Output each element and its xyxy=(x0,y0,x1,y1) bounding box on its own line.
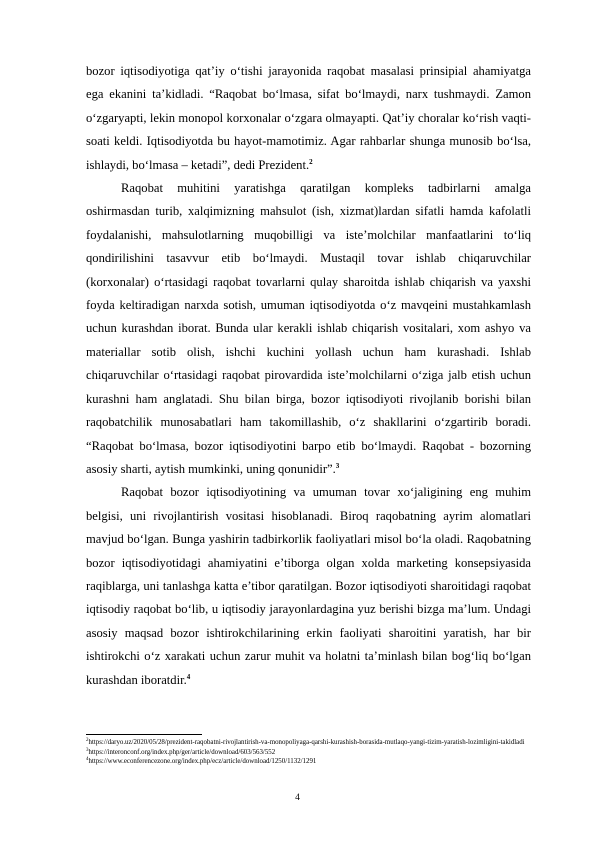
paragraph-1-text: bozor iqtisodiyotiga qat’iy o‘tishi jarayonida raqobat masalasi prinsipial ahamiyatga ega ekanini ta’kidladi. “Raqobat bo‘lmasa, sifat bo‘lmaydi, narx tushmaydi. Zamon o‘zgaryapti, lekin monopol korxonalar o‘zgara olmayapti. Qat’iy choralar ko‘rish vaqti-soati keldi. Iqtisodiyotda bu hayot-mamotimiz. Agar rahbarlar shunga munosib bo‘lsa, ishlaydi, bo‘lmasa – ketadi”, dedi Prezident. xyxy=(86,64,531,172)
footnote-separator xyxy=(86,734,202,735)
footnote-3-link[interactable]: https://interonconf.org/index.php/ger/article/download/603/563/552 xyxy=(88,748,276,756)
paragraph-2-text: Raqobat muhitini yaratishga qaratilgan kompleks tadbirlarni amalga oshirmasdan turib, xalqimizning mahsulot (ish, xizmat)lardan sifatli hamda kafolatli foydalanishi, mahsulotlarning muqobilligi va iste’molchilar manfaatlarini to‘liq qondirilishini tasavvur etib bo‘lmaydi. Mustaqil tovar ishlab chiqaruvchilar (korxonalar) o‘rtasidagi raqobat tovarlarni qulay sharoitda ishlab chiqarish va yaxshi foyda keltiradigan narxda sotish, umuman iqtisodiyotda o‘z mavqeini mustahkamlash uchun kurashdan iborat. Bunda ular kerakli ishlab chiqarish vositalari, xom ashyo va materiallar sotib olish, ishchi kuchini yollash uchun ham kurashadi. Ishlab chiqaruvchilar o‘rtasidagi raqobat pirovardida iste’molchilarni o‘ziga jalb etish uchun kurashni ham anglatadi. Shu bilan birga, bozor iqtisodiyoti rivojlanib borishi bilan raqobatchilik munosabatlari ham takomillashib, o‘z shakllarini o‘zgartirib boradi. “Raqobat bo‘lmasa, bozor iqtisodiyotini barpo etib bo‘lmaydi. Raqobat - bozorning asosiy sharti, aytish mumkinki, uning qonunidir”. xyxy=(86,181,531,476)
footnotes xyxy=(86,738,536,767)
footnote-4-link[interactable]: https://www.econferencezone.org/index.php/ecz/article/download/1250/1132/1291 xyxy=(88,758,317,766)
footnote-2 xyxy=(86,738,536,748)
page-number: 4 xyxy=(295,793,300,803)
document-body xyxy=(86,60,531,692)
paragraph-3-text: Raqobat bozor iqtisodiyotining va umuman tovar xo‘jaligining eng muhim belgisi, uni rivojlantirish vositasi hisoblanadi. Biroq raqobatning ayrim alomatlari mavjud bo‘lgan. Bunga yashirin tadbirkorlik faoliyatlari misol bo‘la oladi. Raqobatning bozor iqtisodiyotidagi ahamiyatini e’tiborga olgan xolda marketing konsepsiyasida raqiblarga, uni tanlashga katta e’tibor qaratilgan. Bozor iqtisodiyoti sharoitidagi raqobat iqtisodiy raqobat bo‘lib, u iqtisodiy jarayonlardagina yuz berishi bizga ma’lum. Undagi asosiy maqsad bozor ishtirokchilarining erkin faoliyati sharoitini yaratish, har bir ishtirokchi o‘z xarakati uchun zarur muhit va holatni ta’minlash bilan bog‘liq bo‘lgan kurashdan iboratdir. xyxy=(86,485,531,687)
footnote-ref-3[interactable]: 3 xyxy=(335,461,340,470)
footnote-2-link[interactable]: https://daryo.uz/2020/05/28/prezident-raqobatni-rivojlantirish-va-monopoliyaga-qarshi-kurashish-borasida-mutlaqo-yangi-tizim-yaratish-lozimligini-takidladi xyxy=(88,739,525,746)
footnote-ref-2[interactable]: 2 xyxy=(309,157,313,166)
footnote-3-number: 3 xyxy=(86,747,89,753)
footnote-4-number: 4 xyxy=(86,757,89,763)
footnote-ref-4[interactable]: 4 xyxy=(186,672,191,681)
paragraph-3 xyxy=(86,481,531,692)
paragraph-1 xyxy=(86,60,531,177)
paragraph-2 xyxy=(86,177,531,481)
footnote-4 xyxy=(86,757,536,767)
footnote-2-number: 2 xyxy=(86,738,89,743)
footnote-3 xyxy=(86,748,536,758)
